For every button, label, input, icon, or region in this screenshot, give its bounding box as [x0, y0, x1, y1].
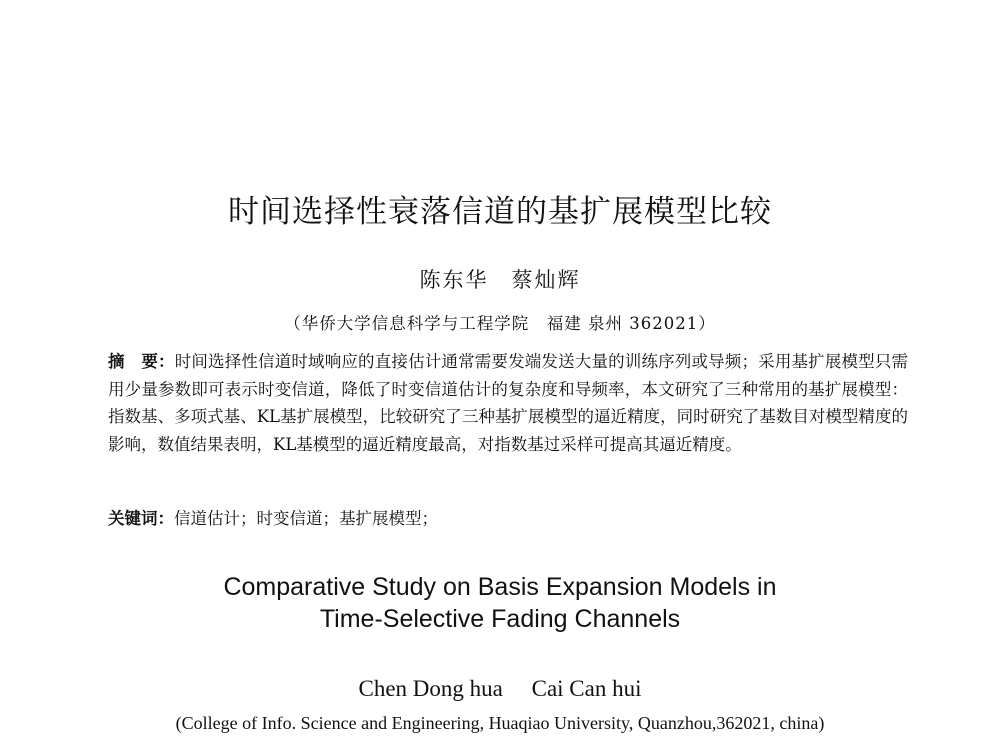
keywords-text: 信道估计；时变信道；基扩展模型； [174, 509, 438, 528]
authors-chinese: 陈东华 蔡灿辉 [419, 268, 581, 292]
affiliation-chinese: （华侨大学信息科学与工程学院 福建 泉州 362021） [284, 314, 716, 333]
abstract-text: 时间选择性信道时域响应的直接估计通常需要发端发送大量的训练序列或导频；采用基扩展模型只需用少量参数即可表示时变信道，降低了时变信道估计的复杂度和导频率，本文研究了三种常用的基扩展模型：指数基、多项式基、KL基扩展模型，比较研究了三种基扩展模型的逼近精度，同时研究了基数目对模型精度的影响，数值结果表明，KL基模型的逼近精度最高，对指数基过采样可提高其逼近精度。 [108, 352, 909, 454]
paper-title-english-line-1: Comparative Study on Basis Expansion Models in [223, 573, 777, 601]
abstract [108, 348, 908, 458]
abstract-label: 摘 要： [108, 352, 175, 371]
affiliation-english: (College of Info. Science and Engineering, Huaqiao University, Quanzhou,362021, china) [175, 713, 825, 733]
paper-title-english-line-2: Time-Selective Fading Channels [319, 605, 681, 633]
keywords [108, 505, 908, 533]
authors-english: Chen Dong hua Cai Can hui [358, 676, 642, 701]
paper-title-chinese: 时间选择性衰落信道的基扩展模型比较 [228, 194, 772, 230]
keywords-label: 关键词： [108, 509, 174, 528]
